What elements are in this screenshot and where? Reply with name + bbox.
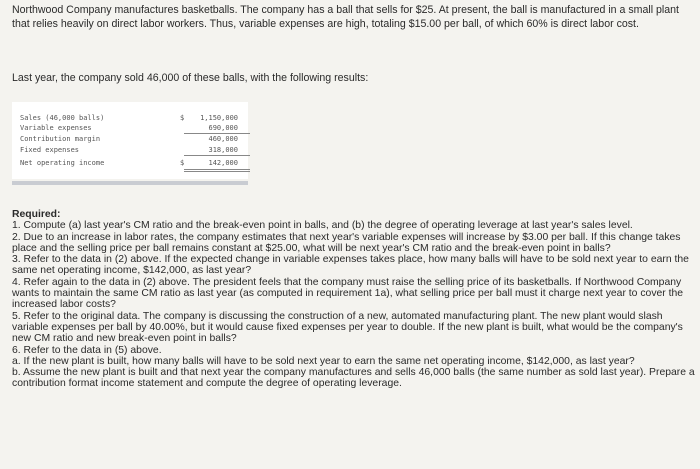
requirement-6a: a. If the new plant is built, how many balls will have to be sold next year to earn the same net operating income, $142,000, as last year? — [12, 355, 635, 367]
requirement-2: 2. Due to an increase in labor rates, the company estimates that next year's variable expenses will increase by $3.00 per ball. If this change takes place and the selling price per ball remains constant at $25.00, what will be next year's CM ratio and the break-even point in balls? — [12, 231, 681, 254]
total-double-underline — [184, 169, 250, 172]
row-label: Contribution margin — [20, 135, 101, 143]
required-heading: Required: — [12, 209, 61, 220]
statement-row-net-operating-income — [12, 158, 248, 168]
statement-row-contribution-margin — [12, 134, 248, 144]
statement-row-sales — [12, 113, 248, 123]
row-label: Sales (46,000 balls) — [20, 114, 105, 122]
requirement-4: 4. Refer again to the data in (2) above. The president feels that the company must raise the selling price of its basketballs. If Northwood Company wants to maintain the same CM ratio as last year (as computed in requirement 1a), what selling price per ball must it charge next year to cover the increased labor costs? — [12, 276, 684, 311]
problem-intro — [12, 4, 692, 31]
statement-row-fixed-expenses — [12, 145, 248, 155]
requirement-3: 3. Refer to the data in (2) above. If the expected change in variable expenses takes place, how many balls will have to be sold next year to earn the same net operating income, $142,000, as last year? — [12, 254, 689, 277]
statement-scrollbar — [12, 181, 248, 185]
required-section — [12, 209, 696, 390]
row-label: Variable expenses — [20, 124, 92, 132]
income-statement — [12, 102, 248, 179]
last-year-sentence: Last year, the company sold 46,000 of these balls, with the following results: — [12, 72, 369, 84]
subtotal-underline — [184, 155, 250, 156]
requirement-1: 1. Compute (a) last year's CM ratio and the break-even point in balls, and (b) the degree of operating leverage at last year's sales level. — [12, 220, 633, 232]
row-label: Net operating income — [20, 159, 105, 167]
statement-row-variable-expenses — [12, 123, 248, 133]
requirement-5: 5. Refer to the original data. The company is discussing the construction of a new, automated manufacturing plant. The new plant would slash variable expenses per ball by 40.00%, but it would cause fixed expenses per year to double. If the new plant is built, what would be the company's new CM ratio and new break-even point in balls? — [12, 310, 683, 345]
row-value: 1,150,000 — [200, 114, 238, 122]
row-value: 460,000 — [208, 135, 238, 143]
row-value: 690,000 — [208, 124, 238, 132]
intro-paragraph: Northwood Company manufactures basketballs. The company has a ball that sells for $25. At present, the ball is manufactured in a small plant that relies heavily on direct labor workers. Thus, variable expenses are high, totaling $15.00 per ball, of which 60% is direct labor cost. — [12, 4, 679, 30]
dollar-sign: $ — [180, 159, 185, 167]
dollar-sign: $ — [180, 114, 185, 122]
requirement-6b: b. Assume the new plant is built and that next year the company manufactures and sells 46,000 balls (the same number as sold last year). Prepare a contribution format income statement and compute the degree of operating leverage. — [12, 367, 695, 390]
requirement-6: 6. Refer to the data in (5) above. — [12, 344, 162, 356]
row-value: 142,000 — [208, 159, 238, 167]
row-label: Fixed expenses — [20, 146, 80, 154]
row-value: 318,000 — [208, 146, 238, 154]
